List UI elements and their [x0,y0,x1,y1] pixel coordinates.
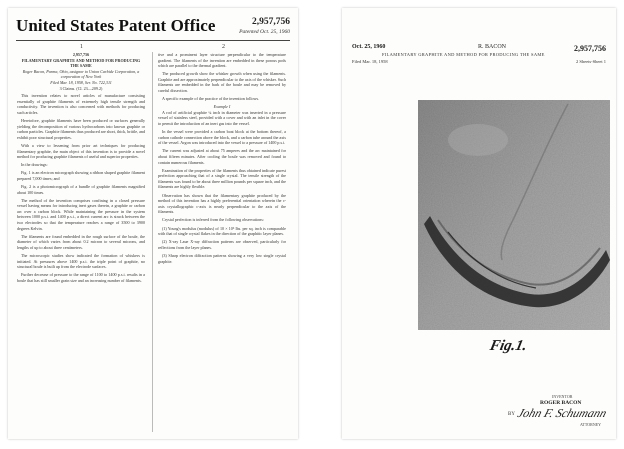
office-title: United States Patent Office [16,16,216,35]
invention-title: FILAMENTARY GRAPHITE AND METHOD FOR PRODUCING THE SAME [21,57,141,69]
drawing-title: FILAMENTARY GRAPHITE AND METHOD FOR PRODUCING THE SAME [382,52,545,57]
patent-number: 2,957,756 [252,17,290,27]
paragraph: The method of the invention comprises confining in a closed pressure vessel having means for introducing inert gases therein, a graphite or carbon arc over a carbon block. While maintaining the pressure in the system between 1000 p.s.i. and 1400 p.s.i., a direct current arc is struck between the two electrodes so that the temperature reaches a range of 3500 to 3900 degrees Kelvin. [17,197,145,231]
paragraph: This invention relates to novel articles of manufacture consisting essentially of graphite filaments of extremely high tensile strength and conductivity. The invention is also concerned with methods for producing such articles. [17,93,145,115]
paragraph: (2) X-ray Laue X-ray diffraction patterns are observed, particularly for reflections from the layer planes. [158,239,286,250]
paragraph: A specific example of the practice of the invention follows. [162,96,260,102]
paragraph: With a view to lessening from prior art techniques for producing filamentary graphite, the main object of this invention is to provide a novel method for producing graphite filaments of useful and superior properties. [17,142,145,160]
drawing-sheet: 2 Sheets-Sheet 1 [576,59,606,64]
paragraph: Fig. 1 is an electron micrograph showing a ribbon shaped graphite filament prepared 7,000 times; and [17,170,145,181]
patent-drawing-page [342,8,616,439]
text-column-2 [158,52,286,267]
inventor-line: Roger Bacon, Parma, Ohio, assignor to Union Carbide Corporation, a corporation of New York [22,68,140,80]
paragraph: The filaments are found embedded in the rough surface of the boule, the diameter of which varies from about 0.2 micron to several microns, and lengths of up to about three centimeters. [17,233,145,250]
drawing-patent-number: 2,957,756 [574,44,606,53]
header-rule [16,40,290,41]
by-label: BY [508,412,515,417]
paragraph: (1) Young's modulus (modulus) of 10 × 10⁶ lbs. per sq. inch is comparable with that of single crystal flakes in the direction of the graphitic layer planes. [158,225,286,237]
micrograph-highlight [448,124,508,156]
column-divider [152,52,153,432]
paragraph: The microscopic studies show indicated the formation of whiskers is initiated. At pressures above 1400 p.s.i. the triple point of graphite, no structural boule is built up from the electrode surfaces. [17,253,145,270]
paragraph: In the vessel were provided a carbon boat block at the bottom thereof, a carbon cathode connection above the block, and a carbon tube around the axis of the vessel. Argon was introduced into the vessel to a pressure of 1400 p.s.i. [158,129,286,146]
drawing-inventor-header: R. BACON [478,44,507,50]
paragraph: Further decrease of pressure to the range of 1100 to 1400 p.s.i. results in a boule that has still smaller grain size and an increasing number of filaments. [17,272,145,283]
paragraph: A rod of artificial graphite ¼ inch in diameter was inserted in a pressure vessel of stainless steel, provided with a cover and with an inlet in the cover to permit the introduction of an inert gas into the vessel. [158,109,286,127]
patented-date: Patented Oct. 25, 1960 [239,29,290,35]
text-column-1 [17,52,145,286]
claims-line: 3 Claims. (Cl. 23—209.2) [59,85,103,91]
electron-micrograph-figure [418,100,610,330]
attorney-signature: John F. Schumann [515,406,609,420]
paragraph: (3) Sharp electron diffraction patterns showing a very low single crystal graphite. [158,252,286,264]
paragraph: In the drawings: [21,162,48,168]
paragraph: Crystal perfection is inferred from the following observations: [162,217,264,223]
example-heading: Example I [213,104,231,110]
paragraph: tive and a prominent layer structure perpendicular to the temperature gradient. The filaments of the invention are embedded in these porous pods which are parallel to the thermal gradient. [158,52,286,69]
paragraph: Fig. 2 is a photomicrograph of a bundle of graphite filaments magnified about 100 times. [17,183,145,195]
column-number-2: 2 [222,44,225,50]
paragraph: The current was adjusted at about 75 amperes and the arc maintained for about fifteen minutes. After cooling the boule was removed and found to contain numerous filaments. [158,148,286,165]
column-number-1: 1 [80,44,83,50]
paragraph: The produced growth show the whisker growth when using the filaments. Graphite and are approximately perpendicular to the axis of the whisker. Such filaments are embedded in the bark of the boule and may be removed by careful dissection. [158,71,286,94]
attorney-label: ATTORNEY [580,422,602,427]
paragraph: Examination of the properties of the filaments thus obtained indicate purest perfection approaching that of a single crystal. The tensile strength of the filaments was found to be about three million pounds per square inch, and the filaments are highly flexible. [158,167,286,190]
paragraph: Observation has shown that the filamentary graphite produced by the method of this invention has a highly preferential orientation wherein the c-axis crystallographic c-axis is nearly perpendicular to the axis of the filaments. [158,192,286,215]
filed-line: Filed Mar. 18, 1958, Ser. No. 722,311 [50,79,112,85]
paragraph: Heretofore, graphite filaments have been produced or surfaces generally yielding the decomposition of various hydrocarbons into known graphite or carbon particles. Graphite filaments thus produced are short, thick, brittle, and exhibit poor structural properties. [17,118,146,140]
inventor-tag: INVENTOR [552,394,573,399]
patent-text-page [8,8,298,439]
doc-number: 2,957,756 [72,52,90,57]
drawing-date: Oct. 25, 1960 [352,44,386,50]
figure-label: Fig.1. [488,338,529,354]
inventor-name: ROGER BACON [540,400,582,406]
drawing-filed: Filed Mar. 18, 1958 [352,59,388,64]
